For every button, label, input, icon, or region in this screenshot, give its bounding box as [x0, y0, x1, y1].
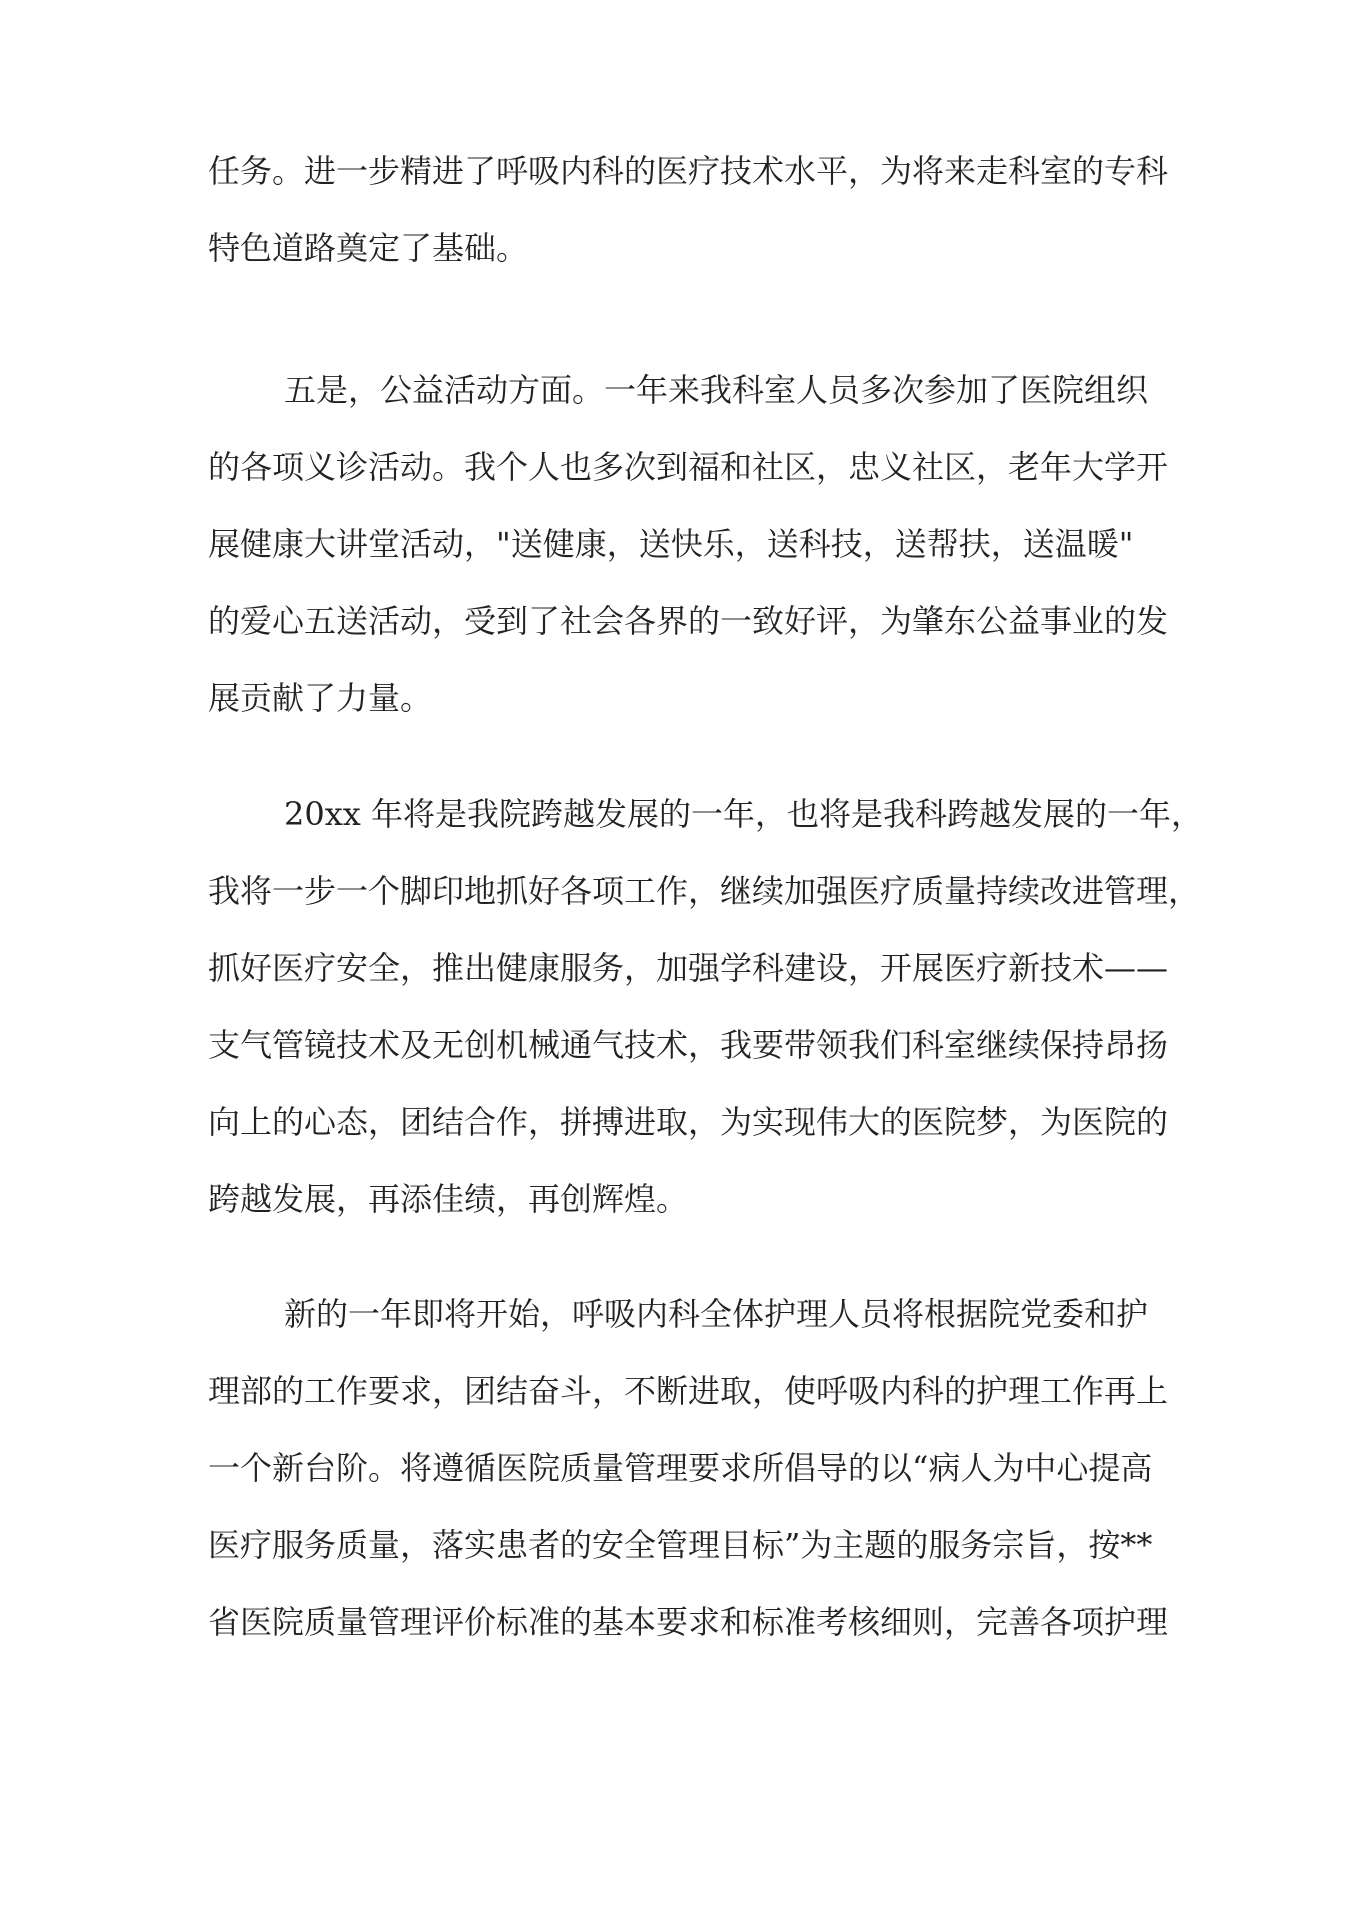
- text-line: 省医院质量管理评价标准的基本要求和标准考核细则，完善各项护理: [208, 1603, 1169, 1641]
- text-line: 一个新台阶。将遵循医院质量管理要求所倡导的以“病人为中心提高: [208, 1449, 1153, 1487]
- text-line: 展贡献了力量。: [208, 679, 433, 717]
- text-line: 展健康大讲堂活动，"送健康，送快乐，送科技，送帮扶，送温暖": [208, 525, 1134, 563]
- text-line: 医疗服务质量，落实患者的安全管理目标”为主题的服务宗旨，按**: [208, 1526, 1153, 1564]
- text-line: 向上的心态，团结合作，拼搏进取，为实现伟大的医院梦，为医院的: [208, 1103, 1169, 1141]
- text-line: 特色道路奠定了基础。: [208, 229, 529, 267]
- text-line: 的各项义诊活动。我个人也多次到福和社区，忠义社区，老年大学开: [208, 448, 1169, 486]
- text-line: 五是，公益活动方面。一年来我科室人员多次参加了医院组织: [284, 371, 1149, 409]
- text-line: 支气管镜技术及无创机械通气技术，我要带领我们科室继续保持昂扬: [208, 1026, 1169, 1064]
- text-line: 任务。进一步精进了呼吸内科的医疗技术水平，为将来走科室的专科: [208, 152, 1169, 190]
- paragraph-4: [208, 1276, 1198, 1661]
- text-line: 我将一步一个脚印地抓好各项工作，继续加强医疗质量持续改进管理，: [208, 872, 1201, 910]
- text-line: 20xx 年将是我院跨越发展的一年，也将是我科跨越发展的一年，: [284, 795, 1203, 833]
- text-line: 抓好医疗安全，推出健康服务，加强学科建设，开展医疗新技术——: [208, 949, 1169, 987]
- text-line: 新的一年即将开始，呼吸内科全体护理人员将根据院党委和护: [284, 1295, 1149, 1333]
- paragraph-2: [208, 352, 1198, 737]
- paragraph-1: [208, 133, 1198, 287]
- text-line: 理部的工作要求，团结奋斗，不断进取，使呼吸内科的护理工作再上: [208, 1372, 1169, 1410]
- text-line: 跨越发展，再添佳绩，再创辉煌。: [208, 1180, 689, 1218]
- text-line: 的爱心五送活动，受到了社会各界的一致好评，为肇东公益事业的发: [208, 602, 1169, 640]
- paragraph-3: [208, 776, 1203, 1238]
